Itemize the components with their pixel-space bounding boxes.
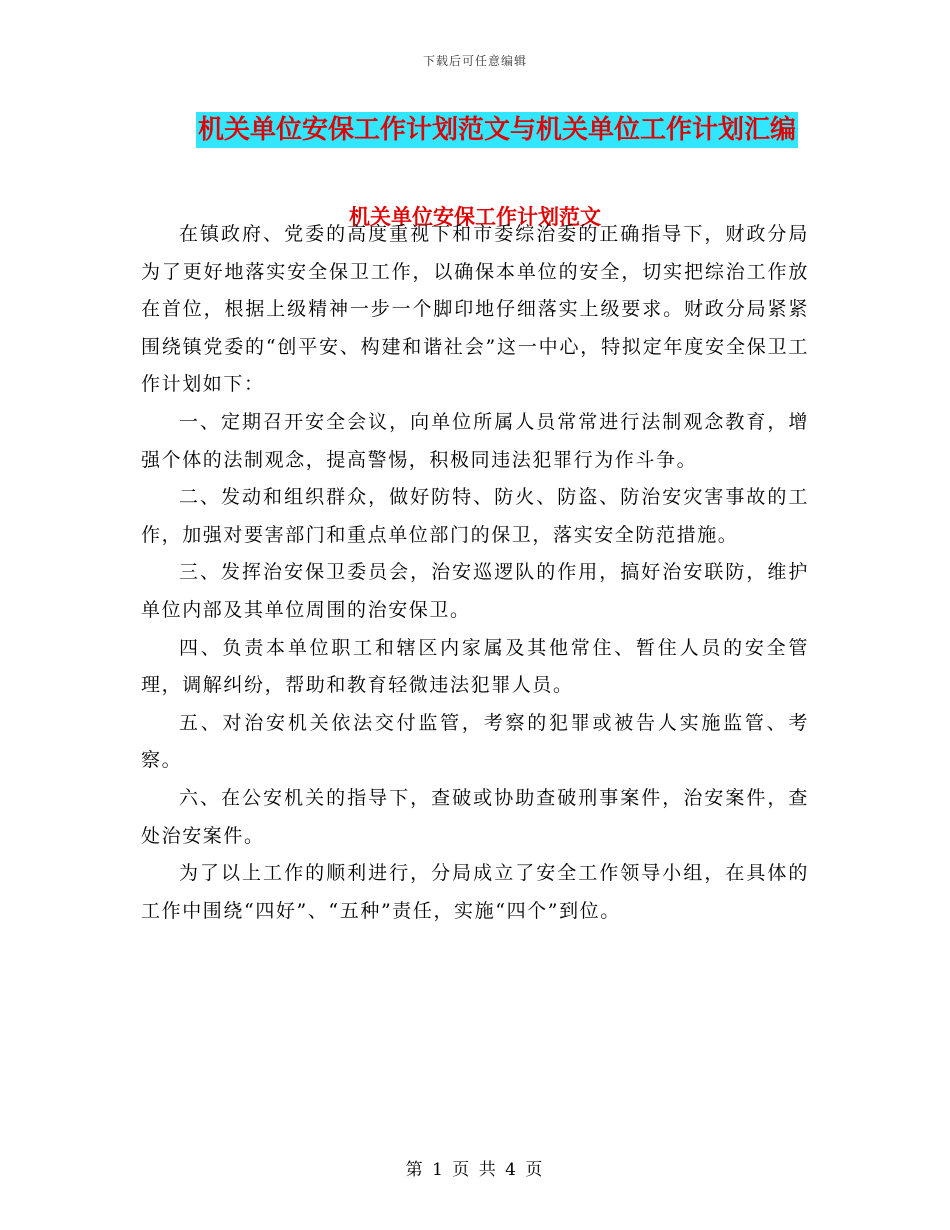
page-number: 第 1 页 共 4 页: [405, 1160, 545, 1180]
section-title: 机关单位安保工作计划范文: [349, 205, 601, 229]
paragraph-item-4: 四、负责本单位职工和辖区内家属及其他常住、暂住人员的安全管理，调解纠纷，帮助和教育轻微违法犯罪人员。: [141, 636, 809, 697]
paragraph-item-2: 二、发动和组织群众，做好防特、防火、防盗、防治安灾害事故的工作，加强对要害部门和重点单位部门的保卫，落实安全防范措施。: [141, 486, 809, 546]
paragraph-conclusion: 为了以上工作的顺利进行，分局成立了安全工作领导小组，在具体的工作中围绕“四好”、“五种”责任，实施“四个”到位。: [141, 862, 809, 922]
paragraph-item-5: 五、对治安机关依法交付监管，考察的犯罪或被告人实施监管、考察。: [141, 711, 809, 772]
page-header-note: 下载后可任意编辑: [422, 54, 527, 68]
document-body: [141, 216, 809, 930]
paragraph-item-6: 六、在公安机关的指导下，查破或协助查破刑事案件，治安案件，查处治安案件。: [141, 786, 809, 847]
paragraph-intro: 在镇政府、党委的高度重视下和市委综治委的正确指导下，财政分局为了更好地落实安全保卫工作，以确保本单位的安全，切实把综治工作放在首位，根据上级精神一步一个脚印地仔细落实上级要求。财政分局紧紧围绕镇党委的“创平安、构建和谐社会”这一中心，特拟定年度安全保卫工作计划如下：: [141, 223, 809, 396]
paragraph-item-3: 三、发挥治安保卫委员会，治安巡逻队的作用，搞好治安联防，维护单位内部及其单位周围的治安保卫。: [141, 561, 809, 621]
document-main-title: 机关单位安保工作计划范文与机关单位工作计划汇编: [196, 112, 798, 148]
document-title-container: [0, 112, 950, 148]
paragraph-item-1: 一、定期召开安全会议，向单位所属人员常常进行法制观念教育，增强个体的法制观念，提高警惕，积极同违法犯罪行为作斗争。: [141, 410, 809, 471]
